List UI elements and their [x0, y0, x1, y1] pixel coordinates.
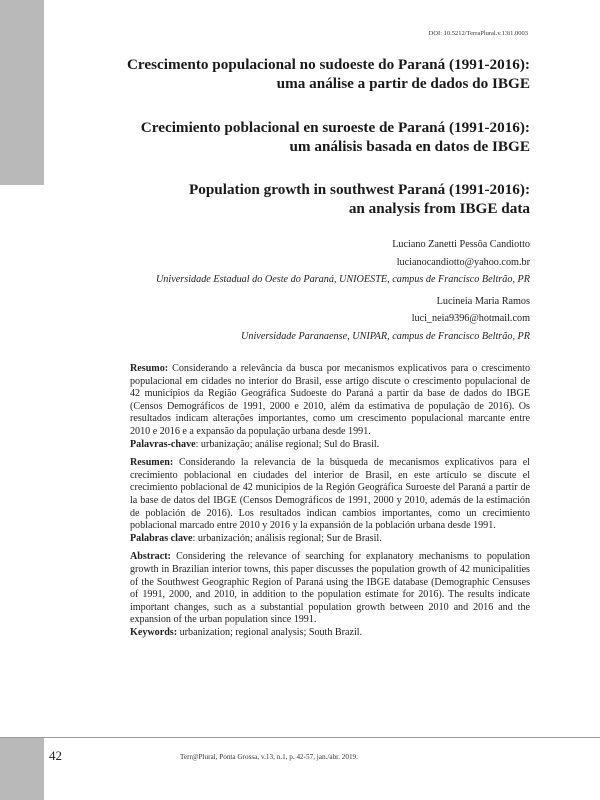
- author-email[interactable]: luci_neia9396@hotmail.com: [411, 313, 530, 324]
- title-line: uma análise a partir de dados do IBGE: [276, 75, 530, 92]
- footer-strip: [0, 737, 44, 800]
- keywords-label: Keywords:: [130, 626, 178, 638]
- abstract-label: Resumo:: [130, 363, 169, 374]
- abstract-english: [130, 551, 530, 639]
- title-line: an analysis from IBGE data: [348, 200, 530, 217]
- abstract-text: Considerando a relevância da busca por mecanismos explicativos para o crescimento populacional em cidades no interior do Brasil, esse artigo discute o crescimento populacional de 42 municípios da Região Geográfica Sudoeste do Paraná a partir da base de dados do IBGE (Censos Demográficos de 1991, 2000 e 2010, além da estimativa de população de 2016). Os resultados indicam alterações importantes, como um crescimento populacional marcante entre 2010 e 2016 e a expansão da população urbana desde 1991.: [130, 363, 531, 437]
- title-line: um análisis basada en datos de IBGE: [289, 138, 530, 155]
- abstract-spanish: [130, 457, 530, 545]
- abstract-text: Considerando la relevancia de la búsqueda de mecanismos explicativos para el crecimiento poblacional en ciudades del interior de Brasil, en este artículo se discute el crecimiento poblacional de 42 municipios de la Región Geográfica Suroeste del Paraná a partir de la base de datos del IBGE (Censos Demográficos de 1991, 2000 y 2010, además de la estimación de población de 2016). Los resultados indican cambios importantes, como un crecimiento poblacional marcado entre 2010 y 2016 y la expansión de la población urbana desde 1991.: [130, 457, 530, 532]
- author-email[interactable]: lucianocandiotto@yahoo.com.br: [396, 256, 530, 268]
- keywords-text: : urbanización; análisis regional; Sur de Brasil.: [192, 532, 382, 544]
- title-line: Crescimento populacional no sudoeste do Paraná (1991-2016):: [126, 56, 530, 73]
- sidebar-strip: [0, 0, 44, 185]
- title-line: Population growth in southwest Paraná (1991-2016):: [188, 181, 530, 198]
- keywords-line: [130, 533, 530, 546]
- abstract-label: Abstract:: [130, 551, 171, 563]
- keywords-line: [130, 627, 530, 640]
- keywords-text: : urbanização; análise regional; Sul do Brasil.: [195, 438, 380, 450]
- author-affiliation: Universidade Paranaense, UNIPAR, campus de Francisco Beltrão, PR: [241, 330, 530, 342]
- footer-rule: [0, 737, 600, 738]
- title-spanish: [60, 118, 530, 156]
- title-portuguese: [60, 55, 530, 93]
- author-name: Lucineia Maria Ramos: [436, 295, 530, 307]
- abstracts: [130, 363, 530, 645]
- title-line: Crecimiento poblacional en suroeste de Paraná (1991-2016):: [140, 119, 530, 136]
- authors-block: [60, 236, 530, 345]
- keywords-text: urbanization; regional analysis; South Brazil.: [177, 626, 363, 638]
- author-affiliation: Universidade Estadual do Oeste do Paraná, UNIOESTE, campus de Francisco Beltrão, PR: [155, 274, 530, 285]
- abstract-label: Resumen:: [130, 457, 174, 469]
- abstract-portuguese: [130, 363, 530, 451]
- title-english: [60, 180, 530, 218]
- keywords-line: [130, 439, 530, 452]
- page-number: 42: [49, 748, 62, 763]
- doi: DOI: 10.5212/TerraPlural.v.13i1.0003: [428, 30, 528, 37]
- abstract-text: Considering the relevance of searching for explanatory mechanisms to population growth in Brazilian interior towns, this paper discusses the population growth of 42 municipalities of the Southwest Geographic Region of Paraná using the IBGE database (Demographic Censuses of 1991, 2000, and 2010, in addition to the population estimate for 2016). The results indicate important changes, such as a substantial population growth between 2010 and 2016 and the expansion of the urban population since 1991.: [130, 551, 531, 626]
- footer-citation: Terr@Plural, Ponta Grossa, v.13, n.1, p. 42-57, jan./abr. 2019.: [180, 753, 358, 761]
- keywords-label: Palavras-chave: [130, 438, 196, 450]
- keywords-label: Palabras clave: [130, 532, 193, 544]
- author-name: Luciano Zanetti Pessôa Candiotto: [392, 239, 530, 250]
